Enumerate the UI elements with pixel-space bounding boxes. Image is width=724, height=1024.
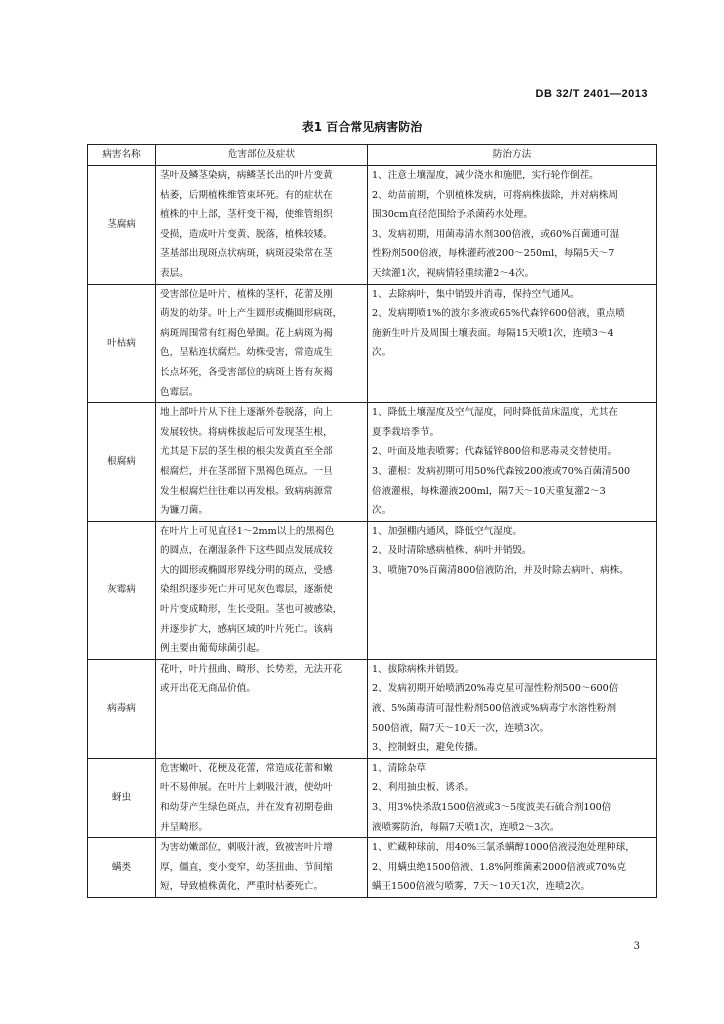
method-cell bbox=[368, 521, 657, 659]
symptom-line: 受损，造成叶片变黄、脱落，植株较矮。 bbox=[160, 228, 333, 240]
method-line: 1、贮藏种球前，用40%三氯杀螨醇1000倍液浸泡处理种球， bbox=[372, 842, 635, 854]
symptom-line: 在叶片上可见直径1～2mm以上的黑褐色 bbox=[160, 525, 335, 537]
disease-name-cell: 根腐病 bbox=[88, 403, 156, 522]
method-line: 1、清除杂草 bbox=[372, 762, 427, 774]
method-line: 性粉剂500倍液，每株灌药液200～250ml，每隔5天～7 bbox=[372, 248, 615, 260]
symptom-line: 厚，僵直，变小变窄，幼茎扭曲、节间缩 bbox=[160, 861, 333, 873]
column-header-symptom: 危害部位及症状 bbox=[156, 145, 368, 166]
symptom-line: 表层。 bbox=[160, 267, 189, 279]
method-line: 2、叶面及地表喷雾；代森锰锌800倍和恶毒灵交替使用。 bbox=[372, 446, 618, 458]
disease-name-cell: 病毒病 bbox=[88, 659, 156, 758]
method-line: 围30cm直径范围给予杀菌药水处理。 bbox=[372, 209, 533, 221]
symptom-line: 发生根腐烂往往难以再发根。致病病源常 bbox=[160, 485, 333, 497]
symptom-line: 尤其是下层的茎生根的根尖发黄直至全部 bbox=[160, 446, 333, 458]
symptom-cell bbox=[156, 758, 368, 837]
symptom-line: 并呈畸形。 bbox=[160, 821, 208, 833]
table-row bbox=[88, 166, 657, 285]
symptom-line: 萌发的幼芽。叶上产生圆形或椭圆形病斑， bbox=[160, 308, 343, 320]
symptom-line: 色霉层。 bbox=[160, 386, 199, 398]
method-line: 3、灌根：发病初期可用50%代森铵200液或70%百菌清500 bbox=[372, 465, 631, 477]
method-cell bbox=[368, 838, 657, 898]
symptom-line: 为镰刀菌。 bbox=[160, 505, 208, 517]
symptom-line: 为害幼嫩部位，刺吸汁液，致被害叶片增 bbox=[160, 842, 333, 854]
table-row bbox=[88, 521, 657, 659]
symptom-line: 茎基部出现斑点状病斑，病斑浸染常在茎 bbox=[160, 248, 333, 260]
method-line: 液喷雾防治，每隔7天喷1次，连喷2～3次。 bbox=[372, 821, 560, 833]
table-row bbox=[88, 284, 657, 403]
method-line: 1、拔除病株并销毁。 bbox=[372, 663, 465, 675]
symptom-line: 叶不易伸展。在叶片上刺吸汁液，使幼叶 bbox=[160, 782, 333, 794]
symptom-line: 长点坏死，各受害部位的病斑上皆有灰褐 bbox=[160, 366, 333, 378]
symptom-line: 受害部位是叶片、植株的茎杆，花蕾及刚 bbox=[160, 288, 333, 300]
symptom-line: 和幼芽产生绿色斑点，并在发育初期卷曲 bbox=[160, 802, 333, 813]
disease-control-table bbox=[87, 144, 657, 898]
method-cell bbox=[368, 758, 657, 837]
method-line: 2、幼苗前期，个别植株发病，可将病株拔除，并对病株周 bbox=[372, 189, 618, 201]
method-line: 夏季栽培季节。 bbox=[372, 426, 440, 438]
method-line: 3、控制蚜虫，避免传播。 bbox=[372, 742, 484, 754]
method-line: 1、注意土壤湿度，减少浇水和施肥，实行轮作倒茬。 bbox=[372, 170, 599, 181]
symptom-line: 发展较快。将病株拔起后可发现茎生根， bbox=[160, 426, 333, 438]
table-body bbox=[88, 166, 657, 898]
method-line: 1、加强棚内通风，降低空气湿度。 bbox=[372, 525, 523, 537]
method-line: 2、及时清除感病植株、病叶并销毁。 bbox=[372, 545, 532, 557]
symptom-line: 例主要由葡萄球菌引起。 bbox=[160, 643, 266, 655]
symptom-line: 色，呈粘连状腐烂。幼株受害，常造成生 bbox=[160, 347, 333, 359]
table-title: 表1 百合常见病害防治 bbox=[301, 120, 423, 134]
disease-name-cell: 叶枯病 bbox=[88, 284, 156, 403]
symptom-cell bbox=[156, 166, 368, 285]
method-line: 2、利用抽虫板、诱杀。 bbox=[372, 782, 475, 794]
symptom-cell bbox=[156, 521, 368, 659]
disease-name-cell: 蚜虫 bbox=[88, 758, 156, 837]
symptom-cell bbox=[156, 659, 368, 758]
method-line: 3、发病初期，用菌毒清水剂300倍液，或60%百菌通可湿 bbox=[372, 228, 620, 240]
method-cell bbox=[368, 166, 657, 285]
symptom-line: 花叶，叶片扭曲、畸形、长势差，无法开花 bbox=[160, 663, 343, 675]
symptom-line: 枯萎，后期植株维管束坏死。有的症状在 bbox=[160, 189, 333, 201]
method-line: 次。 bbox=[372, 505, 392, 517]
column-header-method: 防治方法 bbox=[368, 145, 657, 166]
method-line: 施新生叶片及周围土壤表面。每隔15天喷1次，连喷3～4 bbox=[372, 327, 614, 339]
method-line: 3、喷施70%百菌清800倍液防治，并及时除去病叶、病株。 bbox=[372, 564, 629, 576]
symptom-line: 危害嫩叶、花梗及花蕾，常造成花蕾和嫩 bbox=[160, 762, 333, 774]
symptom-cell bbox=[156, 838, 368, 898]
symptom-line: 茎叶及鳞茎染病，病鳞茎长出的叶片变黄 bbox=[160, 170, 333, 181]
table-header-row bbox=[88, 145, 657, 166]
method-line: 2、用螨虫绝1500倍液、1.8%阿维菌素2000倍液或70%克 bbox=[372, 861, 627, 873]
symptom-line: 叶片变成畸形，生长受阻。茎也可被感染， bbox=[160, 604, 343, 616]
symptom-line: 根腐烂，并在茎部留下黑褐色斑点。一旦 bbox=[160, 465, 333, 477]
symptom-line: 的圆点，在潮湿条件下这些圆点发展成较 bbox=[160, 545, 333, 557]
method-cell bbox=[368, 284, 657, 403]
method-line: 1、降低土壤湿度及空气湿度，同时降低苗床温度，尤其在 bbox=[372, 407, 618, 419]
disease-name-cell: 茎腐病 bbox=[88, 166, 156, 285]
method-line: 500倍液，隔7天～10天一次，连喷3次。 bbox=[372, 722, 550, 734]
column-header-disease: 病害名称 bbox=[88, 145, 156, 166]
method-line: 倍液灌根，每株灌液200ml，隔7天～10天重复灌2～3 bbox=[372, 485, 606, 497]
table-row bbox=[88, 659, 657, 758]
method-line: 次。 bbox=[372, 347, 392, 359]
symptom-line: 并逐步扩大，感病区域的叶片死亡。该病 bbox=[160, 623, 333, 635]
method-cell bbox=[368, 403, 657, 522]
method-line: 1、去除病叶，集中销毁并消毒，保持空气通风。 bbox=[372, 288, 580, 300]
symptom-cell bbox=[156, 284, 368, 403]
symptom-cell bbox=[156, 403, 368, 522]
symptom-line: 染组织逐步死亡并可见灰色霉层，逐渐使 bbox=[160, 584, 333, 596]
method-line: 液、5%菌毒清可湿性粉剂500倍液或%病毒宁水溶性粉剂 bbox=[372, 703, 617, 715]
page-number: 3 bbox=[633, 941, 640, 952]
symptom-line: 植株的中上部，茎杆变干褐，使维管组织 bbox=[160, 209, 333, 221]
table-row bbox=[88, 838, 657, 898]
document-code: DB 32/T 2401—2013 bbox=[535, 88, 648, 100]
symptom-line: 大的圆形或椭圆形界线分明的斑点，受感 bbox=[160, 564, 333, 576]
method-cell bbox=[368, 659, 657, 758]
table-row bbox=[88, 403, 657, 522]
symptom-line: 地上部叶片从下往上逐渐外卷脱落，向上 bbox=[160, 407, 333, 419]
method-line: 2、发病初期开始喷洒20%毒克星可湿性粉剂500～600倍 bbox=[372, 683, 619, 695]
symptom-line: 或开出花无商品价值。 bbox=[160, 683, 256, 695]
symptom-line: 病斑周围常有红褐色晕圈。花上病斑为褐 bbox=[160, 327, 333, 339]
method-line: 天续灌1次，视病情轻重续灌2～4次。 bbox=[372, 267, 535, 279]
table-row bbox=[88, 758, 657, 837]
method-line: 2、发病期喷1%的波尔多液或65%代森锌600倍液，重点喷 bbox=[372, 308, 625, 320]
disease-name-cell: 螨类 bbox=[88, 838, 156, 898]
method-line: 螨王1500倍液匀喷雾，7天～10天1次，连喷2次。 bbox=[372, 881, 591, 893]
method-line: 3、用3%快杀敌1500倍液或3～5度波美石硫合剂100倍 bbox=[372, 802, 612, 813]
disease-name-cell: 灰霉病 bbox=[88, 521, 156, 659]
symptom-line: 短，导致植株黄化，严重时枯萎死亡。 bbox=[160, 881, 324, 893]
